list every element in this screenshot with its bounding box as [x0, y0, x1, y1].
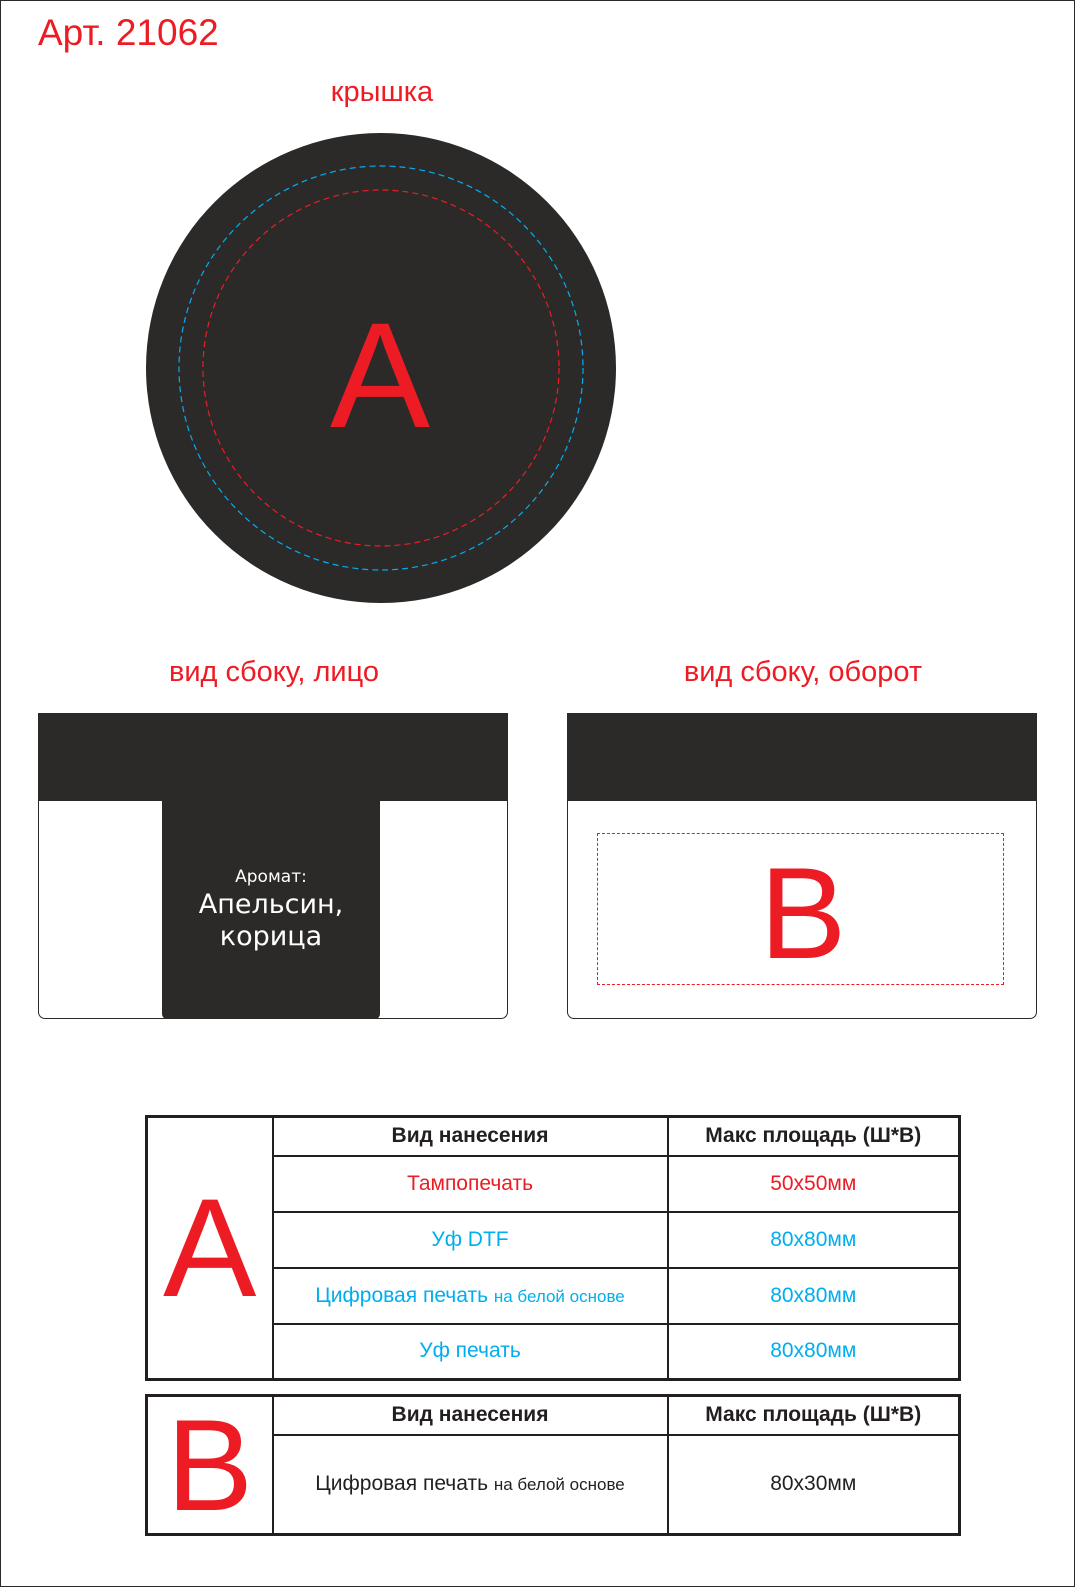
- sticker-flavor-line1: Апельсин,: [198, 889, 344, 920]
- article-title: Арт. 21062: [38, 12, 219, 53]
- side-back-zone-letter: B: [759, 840, 847, 986]
- method-name: Уф DTF: [431, 1227, 509, 1251]
- side-front-panel: [38, 713, 508, 1019]
- sticker-caption: Аромат:: [235, 867, 307, 887]
- area-cell: 80x30мм: [668, 1435, 960, 1535]
- table-b-zone-letter: B: [147, 1396, 273, 1535]
- side-back-panel: [567, 713, 1037, 1019]
- method-cell: [273, 1156, 668, 1212]
- method-cell: [273, 1435, 668, 1535]
- side-back-label: вид сбоку, оборот: [683, 656, 923, 688]
- side-front-band: [38, 713, 508, 801]
- area-cell: 80x80мм: [668, 1324, 960, 1380]
- side-back-band: [567, 713, 1037, 801]
- area-cell: 50x50мм: [668, 1156, 960, 1212]
- method-name: Цифровая печать: [315, 1472, 489, 1496]
- area-cell: 80x80мм: [668, 1268, 960, 1324]
- method-note: на белой основе: [493, 1286, 625, 1306]
- method-name: Уф печать: [419, 1339, 521, 1363]
- side-front-label: вид сбоку, лицо: [168, 656, 380, 688]
- aroma-sticker: [162, 801, 380, 1019]
- method-cell: [273, 1324, 668, 1380]
- method-name: Тампопечать: [406, 1171, 534, 1195]
- table-b-header-row: [147, 1396, 960, 1435]
- table-a-zone-letter: A: [147, 1117, 273, 1380]
- table-a-header-row: [147, 1117, 960, 1156]
- table-a-header-area: Макс площадь (Ш*В): [668, 1117, 960, 1156]
- table-a-header-method: Вид нанесения: [273, 1117, 668, 1156]
- method-name: Цифровая печать: [315, 1283, 489, 1307]
- lid-zone-letter: A: [329, 291, 431, 459]
- method-note: на белой основе: [493, 1475, 625, 1495]
- method-cell: [273, 1212, 668, 1268]
- table-b: [145, 1394, 961, 1536]
- sticker-flavor-line2: корица: [219, 921, 323, 952]
- area-cell: 80x80мм: [668, 1212, 960, 1268]
- table-a: [145, 1115, 961, 1381]
- lid-label: крышка: [330, 76, 434, 108]
- method-cell: [273, 1268, 668, 1324]
- table-b-header-method: Вид нанесения: [273, 1396, 668, 1435]
- table-b-header-area: Макс площадь (Ш*В): [668, 1396, 960, 1435]
